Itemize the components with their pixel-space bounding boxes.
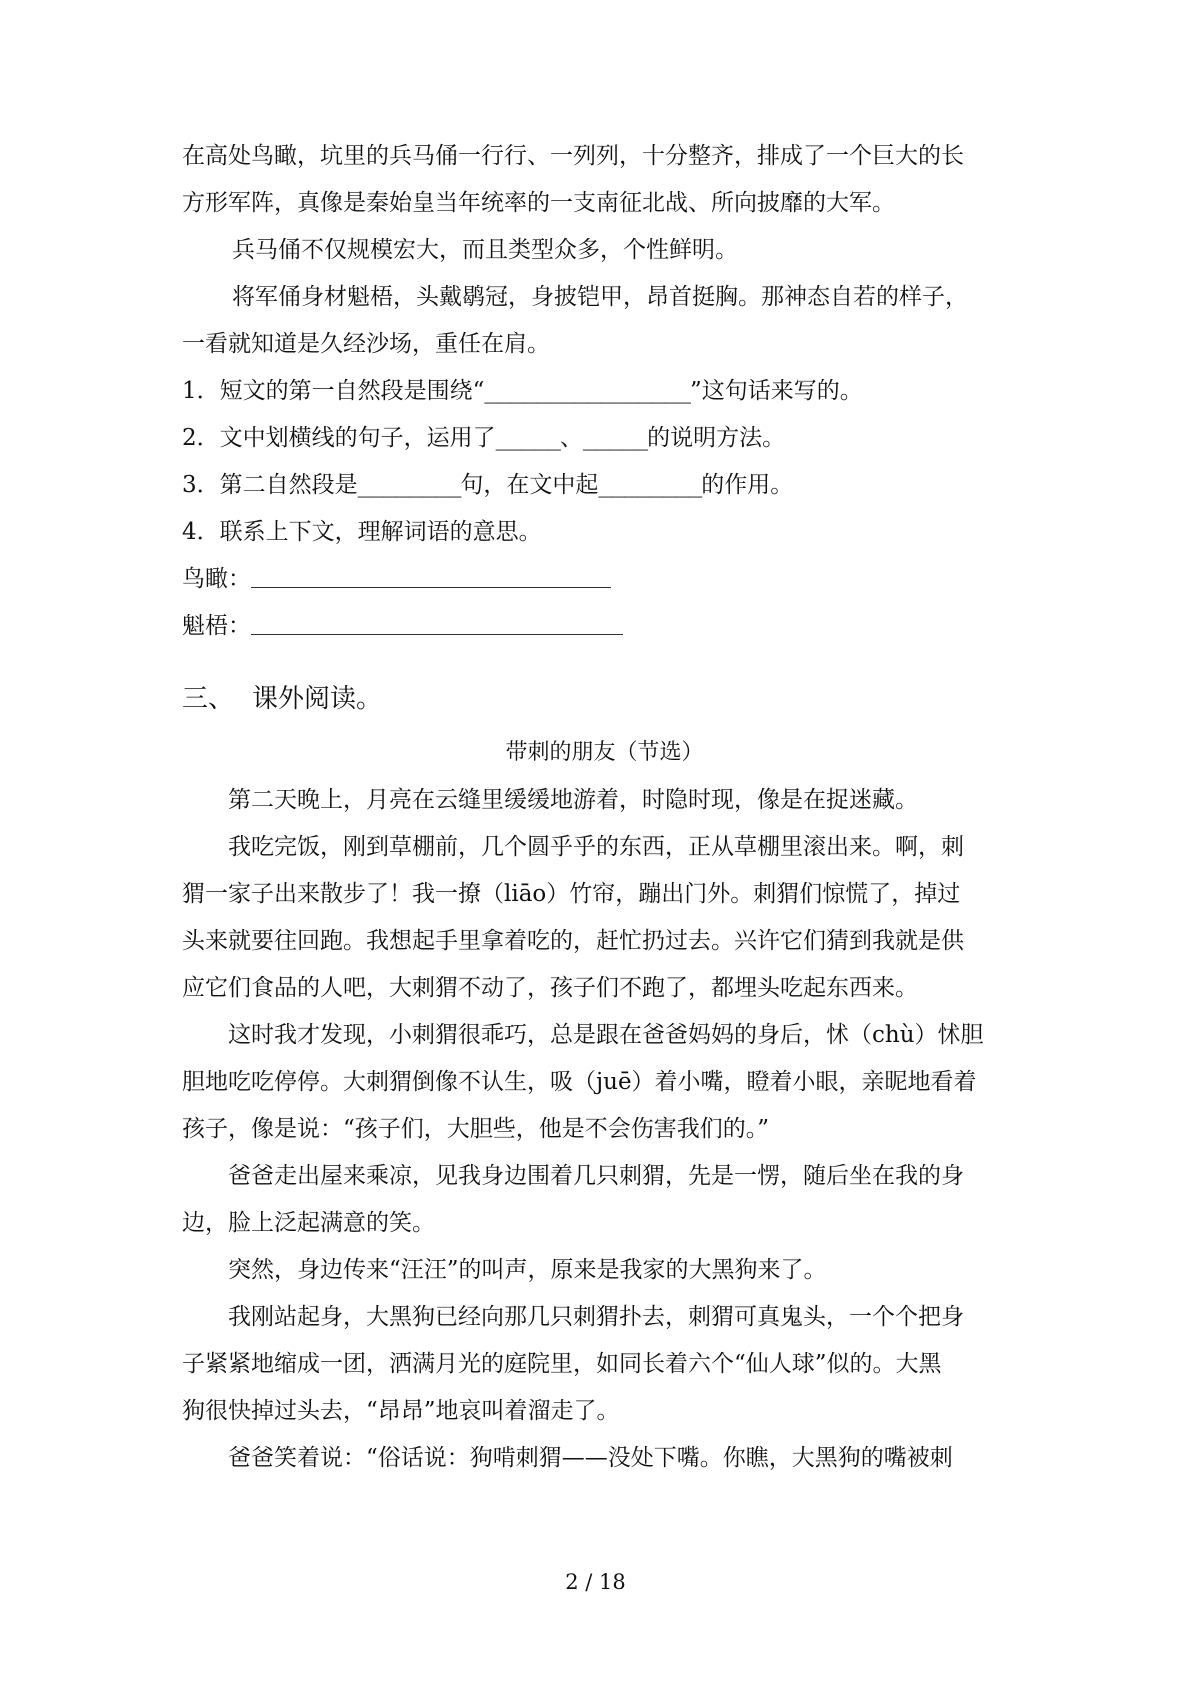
story-line-15: 爸爸笑着说：“俗话说：狗啃刺猬——没处下嘴。你瞧，大黑狗的嘴被刺 bbox=[228, 1445, 953, 1471]
page-number: 2 / 18 bbox=[565, 1570, 626, 1594]
question-2-answer-blank-2[interactable]: _____ bbox=[582, 425, 648, 451]
story-line-4: 头来就要往回跑。我想起手里拿着吃的，赶忙扔过去。兴许它们猜到我就是供 bbox=[182, 928, 964, 954]
word-1-answer-line[interactable] bbox=[251, 569, 611, 588]
question-2-suffix: 的说明方法。 bbox=[647, 425, 786, 451]
word-1-label: 鸟瞰： bbox=[182, 566, 251, 592]
story-title: 带刺的朋友（节选） bbox=[505, 740, 704, 765]
story-line-2: 我吃完饭，刚到草棚前，几个圆乎乎的东西，正从草棚里滚出来。啊，刺 bbox=[228, 834, 964, 860]
word-2-answer-line[interactable] bbox=[251, 616, 623, 635]
story-line-14: 狗很快掉过头去，“昂昂”地哀叫着溜走了。 bbox=[182, 1398, 620, 1424]
question-2-separator: 、 bbox=[559, 425, 583, 451]
word-2-label: 魁梧： bbox=[182, 613, 251, 639]
reading1-para-3-line-2: 一看就知道是久经沙场，重任在肩。 bbox=[182, 331, 550, 357]
question-3-suffix: 的作用。 bbox=[701, 472, 794, 498]
question-1-suffix: ”这句话来写的。 bbox=[689, 378, 863, 404]
reading1-para-2: 兵马俑不仅规模宏大，而且类型众多，个性鲜明。 bbox=[232, 237, 738, 263]
page-content bbox=[182, 145, 1017, 1494]
story-line-6: 这时我才发现，小刺猬很乖巧，总是跟在爸爸妈妈的身后，怵（chù）怵胆 bbox=[228, 1022, 984, 1048]
story-line-10: 边，脸上泛起满意的笑。 bbox=[182, 1210, 435, 1236]
story-line-11: 突然，身边传来“汪汪”的叫声，原来是我家的大黑狗来了。 bbox=[228, 1257, 827, 1283]
question-2 bbox=[182, 427, 1017, 450]
section-3-heading bbox=[182, 686, 1017, 712]
question-1-answer-blank[interactable]: ________________ bbox=[484, 378, 690, 404]
story-line-8: 孩子，像是说：“孩子们，大胆些，他是不会伤害我们的。” bbox=[182, 1116, 770, 1142]
section-3-title: 课外阅读。 bbox=[252, 684, 383, 714]
story-line-1: 第二天晚上，月亮在云缝里缓缓地游着，时隐时现，像是在捉迷藏。 bbox=[228, 787, 918, 813]
question-1-prefix: 1．短文的第一自然段是围绕“ bbox=[182, 378, 485, 404]
question-3-prefix: 3．第二自然段是 bbox=[182, 472, 358, 498]
reading1-line-2: 方形军阵，真像是秦始皇当年统率的一支南征北战、所向披靡的大军。 bbox=[182, 190, 895, 216]
question-4: 4．联系上下文，理解词语的意思。 bbox=[182, 519, 542, 545]
story-line-9: 爸爸走出屋来乘凉，见我身边围着几只刺猬，先是一愣，随后坐在我的身 bbox=[228, 1163, 964, 1189]
question-3 bbox=[182, 474, 1017, 497]
question-1 bbox=[182, 380, 1017, 403]
story-line-3: 猬一家子出来散步了！我一撩（liāo）竹帘，蹦出门外。刺猬们惊慌了，掉过 bbox=[182, 881, 961, 907]
story-line-12: 我刚站起身，大黑狗已经向那几只刺猬扑去，刺猬可真鬼头，一个个把身 bbox=[228, 1304, 964, 1330]
reading1-para-3-line-1: 将军俑身材魁梧，头戴鹖冠，身披铠甲，昂首挺胸。那神态自若的样子， bbox=[232, 284, 968, 310]
reading1-line-1: 在高处鸟瞰，坑里的兵马俑一行行、一列列，十分整齐，排成了一个巨大的长 bbox=[182, 143, 964, 169]
story-line-7: 胆地吃吃停停。大刺猬倒像不认生，吸（juē）着小嘴，瞪着小眼，亲昵地看着 bbox=[182, 1069, 977, 1095]
word-1-row bbox=[182, 568, 1017, 591]
story-line-13: 子紧紧地缩成一团，洒满月光的庭院里，如同长着六个“仙人球”似的。大黑 bbox=[182, 1351, 942, 1377]
question-3-middle: 句，在文中起 bbox=[460, 472, 599, 498]
story-line-5: 应它们食品的人吧，大刺猬不动了，孩子们不跑了，都埋头吃起东西来。 bbox=[182, 975, 918, 1001]
question-3-answer-blank-1[interactable]: ________ bbox=[357, 472, 461, 498]
section-3-number: 三、 bbox=[182, 684, 235, 714]
question-3-answer-blank-2[interactable]: ________ bbox=[598, 472, 702, 498]
word-2-row bbox=[182, 615, 1017, 638]
question-2-answer-blank-1[interactable]: _____ bbox=[495, 425, 560, 451]
question-2-prefix: 2．文中划横线的句子，运用了 bbox=[182, 425, 496, 451]
